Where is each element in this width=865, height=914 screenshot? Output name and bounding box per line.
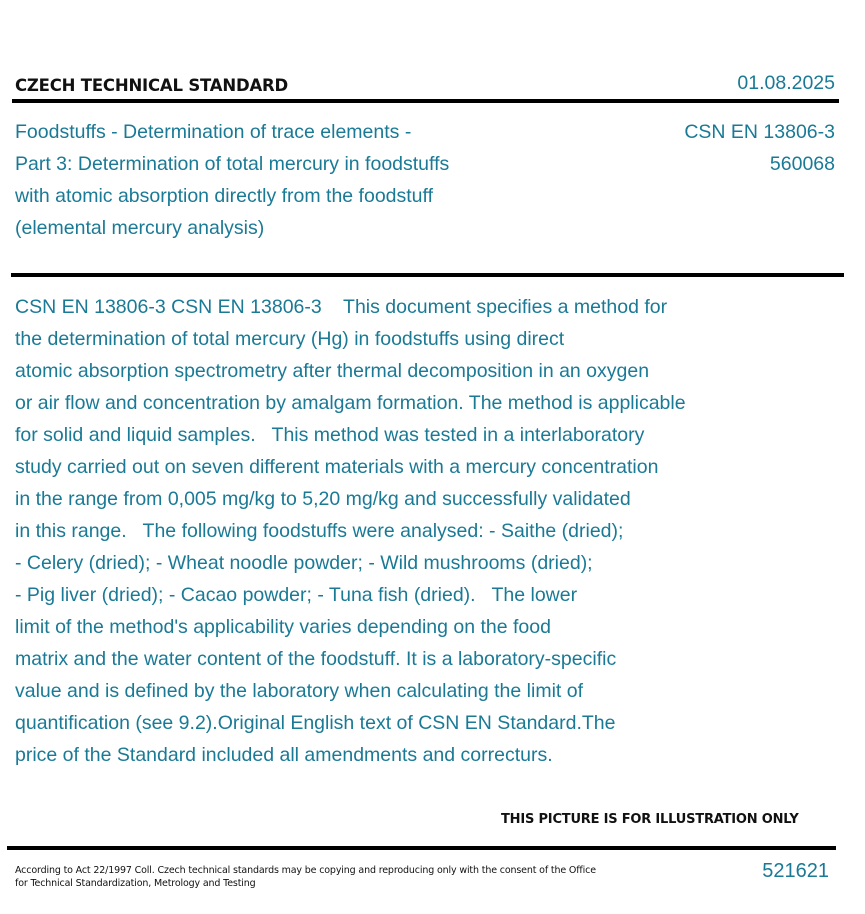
- description-line: the determination of total mercury (Hg) in foodstuffs using direct: [15, 328, 565, 350]
- footer-legal-line: for Technical Standardization, Metrology and Testing: [15, 878, 256, 889]
- standard-code: CSN EN 13806-3: [684, 121, 835, 143]
- description-line: atomic absorption spectrometry after thermal decomposition in an oxygen: [15, 360, 650, 382]
- footer-divider: [7, 846, 836, 850]
- footer-legal-notice: [15, 864, 596, 890]
- standard-title-line: Foodstuffs - Determination of trace elements -: [15, 121, 412, 143]
- description-line: for solid and liquid samples. This method was tested in a interlaboratory: [15, 424, 645, 446]
- description-line: study carried out on seven different materials with a mercury concentration: [15, 456, 659, 478]
- description-line: limit of the method's applicability varies depending on the food: [15, 616, 551, 638]
- description-line: in this range. The following foodstuffs were analysed: - Saithe (dried);: [15, 520, 624, 542]
- description-line: value and is defined by the laboratory when calculating the limit of: [15, 680, 584, 702]
- standard-title-line: with atomic absorption directly from the foodstuff: [15, 185, 434, 207]
- footer-legal-line: According to Act 22/1997 Coll. Czech technical standards may be copying and reproducing only with the consent of the Office: [15, 865, 596, 876]
- description-line: - Pig liver (dried); - Cacao powder; - Tuna fish (dried). The lower: [15, 584, 578, 606]
- header-title: CZECH TECHNICAL STANDARD: [15, 76, 289, 95]
- description-text: [15, 291, 686, 771]
- header-divider: [12, 99, 839, 103]
- description-line: price of the Standard included all amendments and correcturs.: [15, 744, 553, 766]
- standard-title: [15, 116, 449, 244]
- description-line: or air flow and concentration by amalgam formation. The method is applicable: [15, 392, 686, 414]
- description-line: matrix and the water content of the foodstuff. It is a laboratory-specific: [15, 648, 617, 670]
- illustration-note: THIS PICTURE IS FOR ILLUSTRATION ONLY: [501, 812, 799, 827]
- description-line: - Celery (dried); - Wheat noodle powder; - Wild mushrooms (dried);: [15, 552, 593, 574]
- footer-number: 521621: [762, 860, 829, 882]
- description-line: in the range from 0,005 mg/kg to 5,20 mg/kg and successfully validated: [15, 488, 631, 510]
- header-date: 01.08.2025: [737, 72, 835, 94]
- description-line: CSN EN 13806-3 CSN EN 13806-3 This document specifies a method for: [15, 296, 668, 318]
- title-divider: [11, 273, 844, 277]
- standard-codes: [684, 116, 835, 180]
- standard-title-line: Part 3: Determination of total mercury in foodstuffs: [15, 153, 450, 175]
- catalog-number: 560068: [769, 153, 835, 175]
- standard-title-line: (elemental mercury analysis): [15, 217, 265, 239]
- description-line: quantification (see 9.2).Original English text of CSN EN Standard.The: [15, 712, 616, 734]
